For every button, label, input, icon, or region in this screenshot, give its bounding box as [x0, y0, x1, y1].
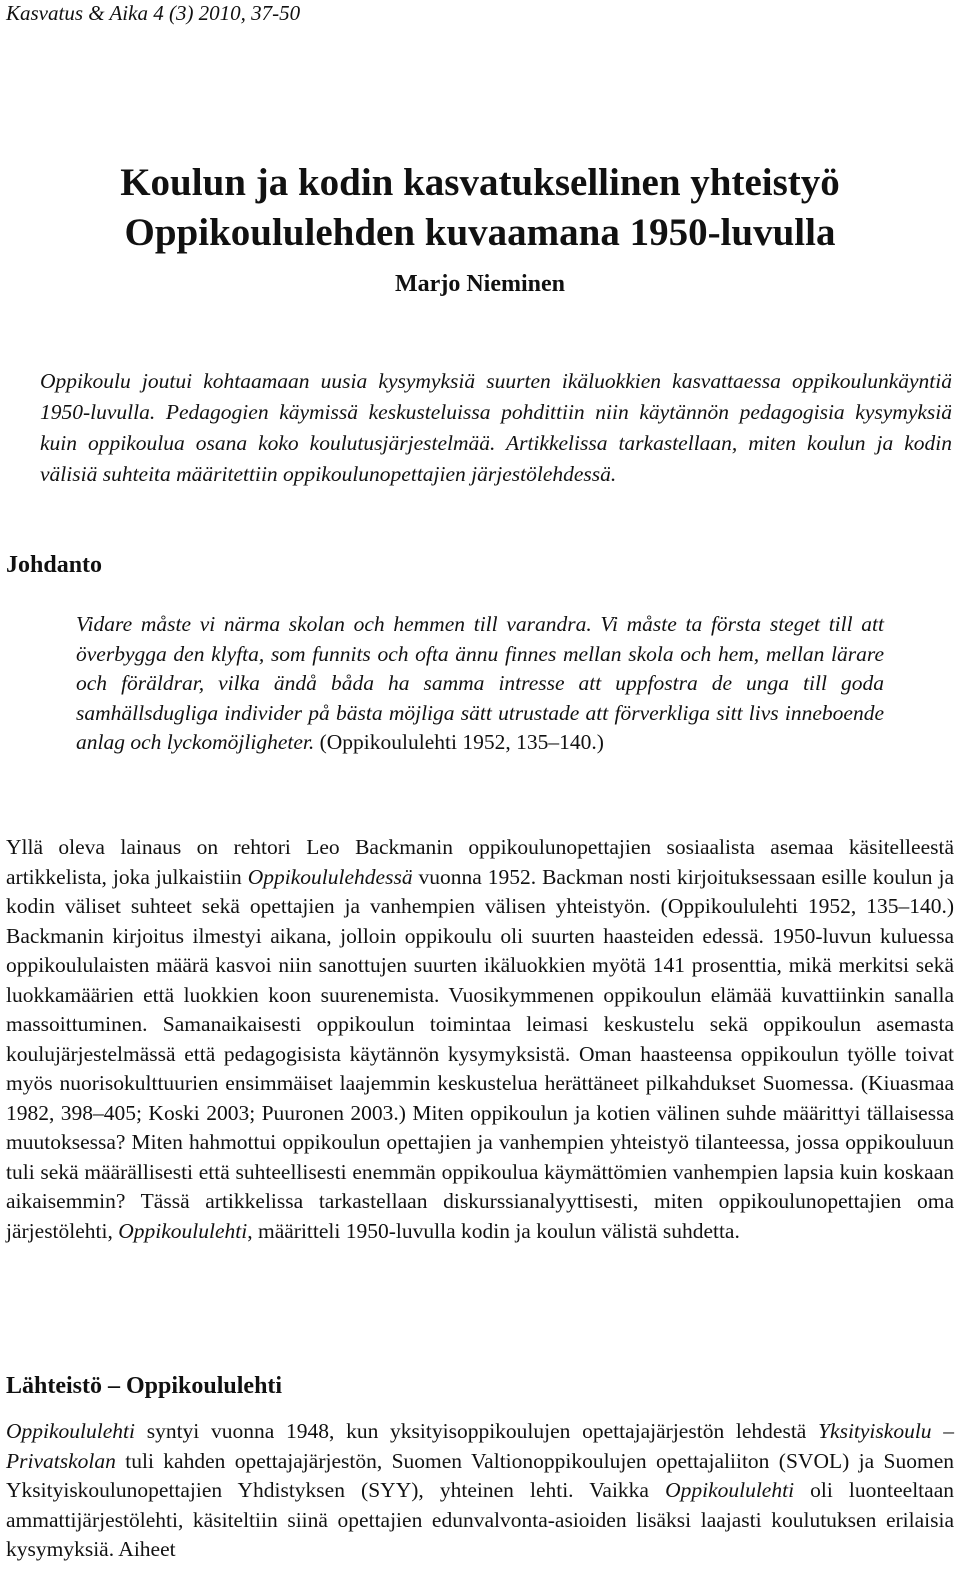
- italic-journal-name: Yksityiskoulu – Privatskolan: [6, 1419, 955, 1473]
- text-run: syntyi vuonna 1948, kun yksityisoppikoulujen opettajajärjestön lehdestä: [134, 1419, 819, 1443]
- text-run: oli luonteeltaan ammattijärjestölehti, käsiteltiin siinä opettajien edunvalvonta-asioiden lisäksi laajasti koulutuksen erilaisia kysymyksiä. Aiheet: [6, 1478, 954, 1561]
- article-title-line-2: Oppikoululehden kuvaamana 1950-luvulla: [124, 211, 836, 254]
- italic-journal-name: Oppikoululehti: [118, 1218, 248, 1243]
- article-title: [0, 158, 960, 258]
- section-heading-introduction: Johdanto: [6, 552, 103, 578]
- text-run: tuli kahden opettajajärjestön, Suomen Valtionoppikoulujen opettajaliiton (SVOL) ja Suomen Yksityiskoulunopettajien Yhdistyksen (SYY), yhteinen lehti. Vaikka: [6, 1448, 954, 1502]
- quote-citation: (Oppikoululehti 1952, 135–140.): [319, 730, 604, 754]
- intro-paragraph: [6, 833, 954, 1246]
- italic-journal-name: Oppikoululehti: [665, 1478, 795, 1502]
- text-run: , määritteli 1950-luvulla kodin ja koulun välistä suhdetta.: [247, 1218, 740, 1243]
- article-title-line-1: Koulun ja kodin kasvatuksellinen yhteistyö: [120, 161, 840, 204]
- italic-journal-name: Oppikoululehdessä: [247, 864, 413, 889]
- text-run: Yllä oleva lainaus on rehtori Leo Backmanin oppikoulunopettajien sosiaalista asemaa käsitelleestä artikkelista, joka julkaistiin: [6, 835, 954, 889]
- quote-text: Vidare måste vi närma skolan och hemmen till varandra. Vi måste ta första steget till att överbygga den klyfta, som funnits och ofta ännu finnes mellan skola och hem, mellan lärare och föräldrar, vilka ändå båda ha samma intresse att uppfostra de unga till goda samhällsdugliga individer på bästa möjliga sätt utrustade att förverkliga sitt livs inneboende anlag och lyckomöjligheter.: [76, 612, 884, 754]
- journal-header: Kasvatus & Aika 4 (3) 2010, 37-50: [6, 1, 301, 25]
- author-name: Marjo Nieminen: [395, 271, 565, 297]
- section-heading-sources: Lähteistö – Oppikoululehti: [6, 1373, 283, 1399]
- text-run: vuonna 1952. Backman nosti kirjoituksessaan esille koulun ja kodin väliset suhteet sekä opettajien ja vanhempien välisen yhteistyön. (Oppikoululehti 1952, 135–140.) Backmanin kirjoitus ilmestyi aikana, jolloin oppikoulu oli suurten haasteiden edessä. 1950-luvun kuluessa oppikoululaisten määrä kasvoi niin sanottujen suurten ikäluokkien myötä 141 prosenttia, mikä merkitsi sekä luokkamäärien että luokkien koon suurenemista. Vuosikymmenen oppikoulun elämää kuvattiinkin sanalla massoittuminen. Samanaikaisesti oppikoulun toimintaa leimasi keskustelu sekä oppikoulun asemasta koulujärjestelmässä että pedagogisista käytännön kysymyksistä. Oman haasteensa oppikoulun työlle toivat myös nuorisokulttuurien ensimmäiset laajemmin keskustelua herättäneet pilkahdukset Suomessa. (Kiuasmaa 1982, 398–405; Koski 2003; Puuronen 2003.) Miten oppikoulun ja kotien välinen suhde määrittyi tällaisessa muutoksessa? Miten hahmottui oppikoulun opettajien ja vanhempien yhteistyö tilanteessa, jossa oppikouluun tuli sekä määrällisesti että suhteellisesti enemmän oppikoulua käymättömien vanhempien lapsia kuin koskaan aikaisemmin? Tässä artikkelissa tarkastellaan diskurssianalyyttisesti, miten oppikoulunopettajien oma järjestölehti,: [6, 864, 954, 1243]
- abstract: Oppikoulu joutui kohtaamaan uusia kysymyksiä suurten ikäluokkien kasvattaessa oppikoulunkäyntiä 1950-luvulla. Pedagogien käymissä keskusteluissa pohdittiin niin käytännön pedagogisia kysymyksiä kuin oppikoulua osana koko koulutusjärjestelmää. Artikkelissa tarkastellaan, miten koulun ja kodin välisiä suhteita määritettiin oppikoulunopettajien järjestölehdessä.: [40, 369, 952, 486]
- italic-journal-name: Oppikoululehti: [6, 1419, 135, 1443]
- block-quote: [76, 610, 884, 758]
- sources-paragraph: [6, 1417, 954, 1565]
